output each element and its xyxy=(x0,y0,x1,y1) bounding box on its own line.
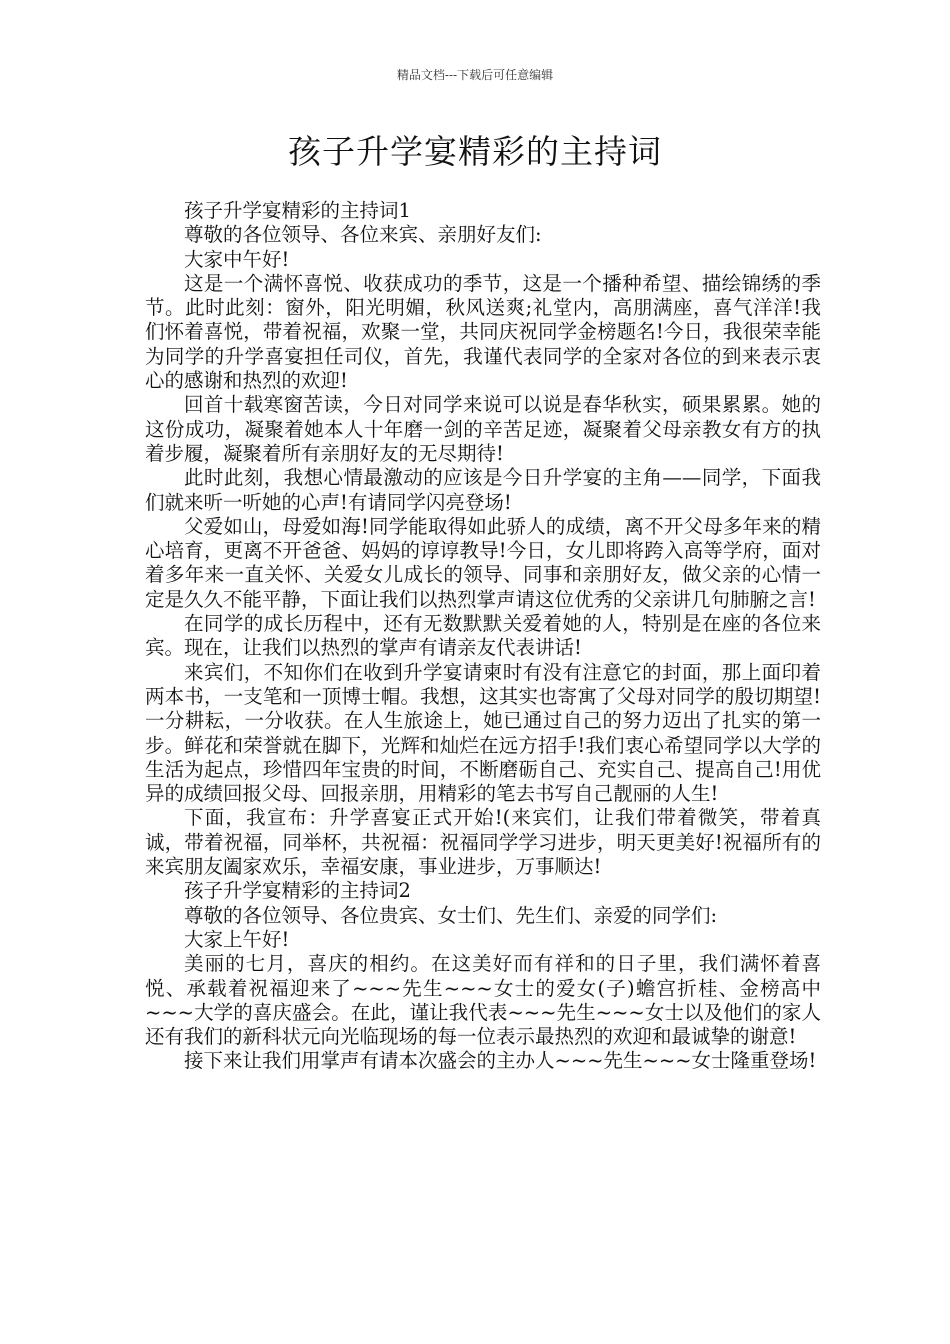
salutation: 尊敬的各位领导、各位来宾、亲朋好友们: xyxy=(184,223,542,247)
greeting: 大家上午好! xyxy=(184,927,290,951)
body-paragraph: 回首十载寒窗苦读，今日对同学来说可以说是春华秋实，硕果累累。她的这份成功，凝聚着她本人十年磨一剑的辛苦足迹，凝聚着父母亲教女有方的执着步履，凝聚着所有亲朋好友的无尽期待! xyxy=(145,393,821,465)
page-header: 精品文档---下载后可任意编辑 xyxy=(396,68,554,82)
body-paragraph: 下面，我宣布：升学喜宴正式开始!(来宾们，让我们带着微笑，带着真诚，带着祝福，同举杯，共祝福：祝福同学学习进步，明天更美好!祝福所有的来宾朋友阖家欢乐，幸福安康，事业进步，万事顺达! xyxy=(145,806,821,879)
salutation: 尊敬的各位领导、各位贵宾、女士们、先生们、亲爱的同学们: xyxy=(184,903,718,927)
document-title: 孩子升学宴精彩的主持词 xyxy=(288,132,662,171)
body-paragraph: 父爱如山，母爱如海!同学能取得如此骄人的成绩，离不开父母多年来的精心培育，更离不开爸爸、妈妈的谆谆教导!今日，女儿即将跨入高等学府，面对着多年来一直关怀、关爱女儿成长的领导、同事和亲朋好友，做父亲的心情一定是久久不能平静，下面让我们以热烈掌声请这位优秀的父亲讲几句肺腑之言! xyxy=(145,514,821,611)
body-paragraph: 接下来让我们用掌声有请本次盛会的主办人~~~先生~~~女士隆重登场! xyxy=(184,1049,817,1073)
body-paragraph: 此时此刻，我想心情最激动的应该是今日升学宴的主角——同学，下面我们就来听一听她的心声!有请同学闪亮登场! xyxy=(145,466,821,514)
body-paragraph: 来宾们，不知你们在收到升学宴请柬时有没有注意它的封面，那上面印着两本书，一支笔和一顶博士帽。我想，这其实也寄寓了父母对同学的殷切期望!一分耕耘，一分收获。在人生旅途上，她已通过自己的努力迈出了扎实的第一步。鲜花和荣誉就在脚下，光辉和灿烂在远方招手!我们衷心希望同学以大学的生活为起点，珍惜四年宝贵的时间，不断磨砺自己、充实自己、提高自己!用优异的成绩回报父母、回报亲朋，用精彩的笔去书写自己靓丽的人生! xyxy=(145,660,821,806)
document-body xyxy=(145,199,821,1074)
body-paragraph: 美丽的七月，喜庆的相约。在这美好而有祥和的日子里，我们满怀着喜悦、承载着祝福迎来了~~~先生~~~女士的爱女(子)蟾宫折桂、金榜高中~~~大学的喜庆盛会。在此，谨让我代表~~~先生~~~女士以及他们的家人还有我们的新科状元向光临现场的每一位表示最热烈的欢迎和最诚挚的谢意! xyxy=(145,952,821,1049)
section-heading-2: 孩子升学宴精彩的主持词2 xyxy=(184,879,411,903)
section-heading-1: 孩子升学宴精彩的主持词1 xyxy=(184,199,411,222)
greeting: 大家中午好! xyxy=(184,247,290,271)
body-paragraph: 在同学的成长历程中，还有无数默默关爱着她的人，特别是在座的各位来宾。现在，让我们以热烈的掌声有请亲友代表讲话! xyxy=(145,612,821,660)
body-paragraph: 这是一个满怀喜悦、收获成功的季节，这是一个播种希望、描绘锦绣的季节。此时此刻：窗外，阳光明媚，秋风送爽;礼堂内，高朋满座，喜气洋洋!我们怀着喜悦，带着祝福，欢聚一堂，共同庆祝同学金榜题名!今日，我很荣幸能为同学的升学喜宴担任司仪，首先，我谨代表同学的全家对各位的到来表示衷心的感谢和热烈的欢迎! xyxy=(145,271,821,393)
